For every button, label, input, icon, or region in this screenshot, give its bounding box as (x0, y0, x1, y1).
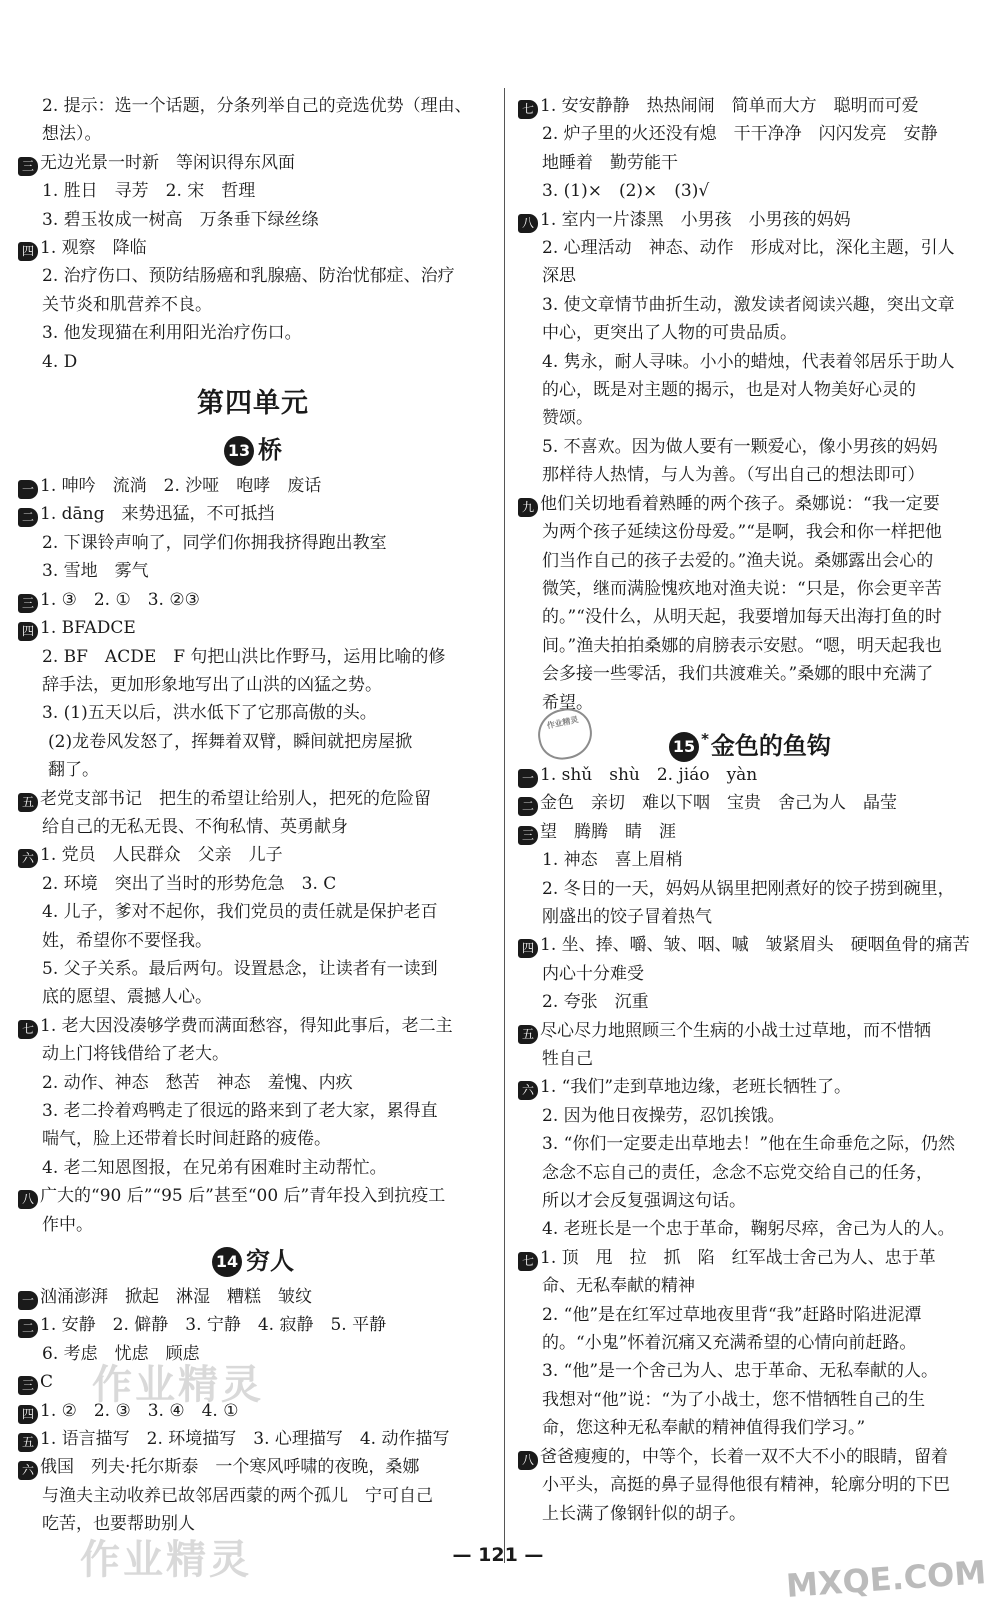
lesson-title (18, 428, 488, 472)
answer-text: 翻了。 (48, 760, 99, 781)
watermark-1: 作业精灵 (92, 1362, 264, 1408)
answer-text: 深思 (542, 266, 576, 287)
answer-text: 1. 顶 甩 拉 抓 陷 红军战士舍己为人、忠于革 (540, 1247, 936, 1268)
answer-text: 中心，更突出了人物的可贵品质。 (542, 323, 797, 344)
unit-title: 第四单元 (197, 388, 309, 420)
answer-text: 1. 坐、捧、嚼、皱、咽、嘁 皱紧眉头 硬咽鱼骨的痛苦 (540, 935, 970, 956)
section-number-badge: 一 (518, 769, 538, 788)
answer-text: 3. (1)× (2)× (3)√ (542, 181, 710, 202)
answer-text: 1. shǔ shù 2. jiáo yàn (540, 764, 758, 785)
answer-text: 2. 治疗伤口、预防结肠癌和乳腺癌、防治忧郁症、治疗 (42, 266, 455, 287)
answer-text: 他们关切地看着熟睡的两个孩子。桑娜说：“我一定要 (540, 493, 940, 514)
answer-line (18, 1283, 488, 1311)
answer-line (18, 1125, 488, 1153)
answer-text: 俄国 列夫·托尔斯泰 一个寒风呼啸的夜晚，桑娜 (40, 1457, 420, 1478)
answer-text: 作中。 (42, 1214, 93, 1235)
answer-text: C (40, 1372, 54, 1393)
section-number-badge: 三 (18, 1376, 38, 1395)
answer-line (18, 756, 488, 784)
answer-text: 1. dāng 来势迅猛，不可抵挡 (40, 504, 275, 525)
answer-line (518, 149, 982, 177)
answer-line (18, 1012, 488, 1040)
answer-line (518, 1244, 982, 1272)
answer-line (18, 234, 488, 262)
answer-text: 的心，既是对主题的揭示，也是对人物美好心灵的 (542, 380, 916, 401)
section-number-badge: 二 (18, 508, 38, 527)
answer-text: 2. 环境 突出了当时的形势危急 3. C (42, 873, 337, 894)
answer-line (18, 1311, 488, 1339)
section-number-badge: 三 (518, 826, 538, 845)
answer-line (518, 1187, 982, 1215)
page-number: — 121 — (452, 1544, 544, 1566)
answer-line (18, 177, 488, 205)
answer-line (518, 262, 982, 290)
answer-text: 辞手法，更加形象地写出了山洪的凶猛之势。 (42, 674, 382, 695)
answer-line (18, 319, 488, 347)
answer-text: 3. 碧玉妆成一树高 万条垂下绿丝绦 (42, 209, 319, 230)
answer-line (18, 1453, 488, 1481)
answer-text: 3. 使文章情节曲折生动，激发读者阅读兴趣，突出文章 (542, 294, 955, 315)
answer-line (18, 955, 488, 983)
answer-text: 1. 室内一片漆黑 小男孩 小男孩的妈妈 (540, 209, 851, 230)
answer-line (518, 404, 982, 432)
answer-text: 2. “他”是在红军过草地夜里背“我”赶路时陷进泥潭 (542, 1304, 922, 1325)
answer-line (18, 1482, 488, 1510)
answer-line (18, 529, 488, 557)
answer-line (18, 206, 488, 234)
answer-line (518, 92, 982, 120)
section-number-badge: 七 (18, 1020, 38, 1039)
answer-text: 1. ③ 2. ① 3. ②③ (40, 589, 200, 610)
answer-text: 动上门将钱借给了老大。 (42, 1044, 229, 1065)
answer-text: 3. (1)五天以后，洪水低下了它那高傲的头。 (42, 703, 377, 724)
answer-line (518, 689, 982, 717)
answer-text: 2. 下课铃声响了，同学们你拥我挤得跑出教室 (42, 532, 387, 553)
section-number-badge: 五 (518, 1025, 538, 1044)
section-number-badge: 四 (518, 939, 538, 958)
answer-text: 4. 隽永，耐人寻味。小小的蜡烛，代表着邻居乐于助人 (542, 351, 955, 372)
answer-text: 们当作自己的孩子去爱的。”渔夫说。桑娜露出会心的 (542, 550, 934, 571)
answer-line (518, 818, 982, 846)
answer-line (518, 433, 982, 461)
answer-text: 1. ② 2. ③ 3. ④ 4. ① (40, 1400, 239, 1421)
answer-text: 尽心尽力地照顾三个生病的小战士过草地，而不惜牺 (540, 1020, 931, 1041)
lesson-name: 穷人 (246, 1247, 294, 1276)
answer-line (18, 1097, 488, 1125)
optional-star-mark: * (701, 729, 709, 748)
answer-line (18, 841, 488, 869)
answer-line (18, 291, 488, 319)
answer-text: 所以才会反复强调这句话。 (542, 1191, 746, 1212)
answer-text: 希望。 (542, 692, 593, 713)
answer-line (18, 785, 488, 813)
answer-line (518, 1500, 982, 1528)
lesson-number-badge: 14 (212, 1247, 242, 1277)
answer-line (518, 1130, 982, 1158)
answer-text: 4. D (42, 351, 78, 372)
answer-text: 老党支部书记 把生的希望让给别人，把死的危险留 (40, 788, 431, 809)
answer-text: 小平头，高挺的鼻子显得他很有精神，轮廓分明的下巴 (542, 1475, 950, 1496)
answer-text: 2. 夸张 沉重 (542, 992, 649, 1013)
answer-line (18, 1040, 488, 1068)
section-number-badge: 九 (518, 498, 538, 517)
lesson-name: 金色的鱼钩 (710, 731, 831, 760)
stamp-seal: 作业精灵 (533, 704, 596, 764)
answer-text: 会多接一些零活，我们共渡难关。”桑娜的眼中充满了 (542, 664, 934, 685)
answer-line (518, 1329, 982, 1357)
section-number-badge: 二 (18, 1319, 38, 1338)
answer-text: 命、无私奉献的精神 (542, 1276, 695, 1297)
section-number-badge: 六 (518, 1081, 538, 1100)
answer-line (518, 1017, 982, 1045)
answer-text: 2. 炉子里的火还没有熄 干干净净 闪闪发亮 安静 (542, 124, 938, 145)
section-number-badge: 六 (18, 1461, 38, 1480)
answer-line (18, 149, 488, 177)
answer-line (18, 1211, 488, 1239)
answer-text: 1. 安安静静 热热闹闹 简单而大方 聪明而可爱 (540, 96, 919, 116)
answer-text: 与渔夫主动收养已故邻居西蒙的两个孤儿 宁可自己 (42, 1485, 433, 1506)
answer-text: 2. 心理活动 神态、动作 形成对比，深化主题，引人 (542, 238, 955, 259)
answer-line (18, 120, 488, 148)
answer-text: 5. 不喜欢。因为做人要有一颗爱心，像小男孩的妈妈 (542, 436, 938, 457)
answer-line (518, 632, 982, 660)
answer-text: 那样待人热情，与人为善。（写出自己的想法即可） (542, 465, 925, 486)
answer-text: (2)龙卷风发怒了，挥舞着双臂，瞬间就把房屋掀 (48, 731, 413, 752)
answer-line (18, 671, 488, 699)
answer-text: 6. 考虑 忧虑 顾虑 (42, 1343, 200, 1364)
answer-line (18, 472, 488, 500)
answer-text: 2. 动作、神态 愁苦 神态 羞愧、内疚 (42, 1072, 353, 1093)
section-number-badge: 八 (18, 1190, 38, 1209)
answer-line (518, 1215, 982, 1243)
answer-line (18, 557, 488, 585)
lesson-name: 桥 (258, 436, 282, 465)
lesson-number-badge: 15 (669, 732, 699, 762)
section-number-badge: 七 (518, 1252, 538, 1271)
answer-text: 喘气，脸上还带着长时间赶路的疲倦。 (42, 1129, 331, 1150)
answer-text: 4. 儿子，爹对不起你，我们党员的责任就是保护老百 (42, 902, 438, 923)
answer-line (18, 1069, 488, 1097)
answer-text: 间。”渔夫拍拍桑娜的肩膀表示安慰。“嗯，明天起我也 (542, 635, 942, 656)
answer-line (518, 575, 982, 603)
answer-line (518, 660, 982, 688)
answer-text: 1. 党员 人民群众 父亲 儿子 (40, 845, 283, 866)
section-number-badge: 六 (18, 849, 38, 868)
answer-text: 4. 老二知恩图报，在兄弟有困难时主动帮忙。 (42, 1157, 387, 1178)
left-column (18, 92, 488, 1539)
answer-line (518, 461, 982, 489)
answer-line (518, 1471, 982, 1499)
answer-line (18, 898, 488, 926)
answer-line (518, 490, 982, 518)
section-number-badge: 三 (18, 594, 38, 613)
answer-line (518, 120, 982, 148)
answer-line (518, 177, 982, 205)
answer-line (18, 728, 488, 756)
answer-text: 2. BF ACDE F 句把山洪比作野马，运用比喻的修 (42, 646, 446, 667)
answer-text: 3. “他”是一个舍己为人、忠于革命、无私奉献的人。 (542, 1361, 939, 1382)
answer-line (518, 1073, 982, 1101)
answer-line (518, 1272, 982, 1300)
answer-text: 爸爸瘦瘦的，中等个，长着一双不大不小的眼睛，留着 (540, 1446, 948, 1467)
answer-line (518, 376, 982, 404)
answer-line (18, 586, 488, 614)
answer-text: 吃苦，也要帮助别人 (42, 1514, 195, 1535)
answer-text: 给自己的无私无畏、不徇私情、英勇献身 (42, 816, 348, 837)
answer-text: 1. 神态 喜上眉梢 (542, 850, 683, 871)
section-number-badge: 八 (518, 214, 538, 233)
section-number-badge: 四 (18, 1405, 38, 1424)
answer-line (518, 1102, 982, 1130)
answer-text: 想法）。 (42, 124, 102, 145)
answer-text: 金色 亲切 难以下咽 宝贵 舍己为人 晶莹 (540, 793, 897, 814)
answer-line (518, 1045, 982, 1073)
answer-text: 的。“小鬼”怀着沉痛又充满希望的心情向前赶路。 (542, 1333, 917, 1354)
answer-line (18, 1425, 488, 1453)
answer-text: 微笑，继而满脸愧疚地对渔夫说：“只是，你会更辛苦 (542, 578, 942, 599)
answer-line (18, 262, 488, 290)
answer-text: 底的愿望、震撼人心。 (42, 987, 212, 1008)
section-number-badge: 七 (518, 100, 538, 119)
answer-text: 汹涌澎湃 掀起 淋湿 糟糕 皱纹 (40, 1287, 312, 1308)
answer-text: 念念不忘自己的责任，念念不忘党交给自己的任务， (542, 1162, 933, 1183)
answer-line (518, 1443, 982, 1471)
answer-text: 1. 胜日 寻芳 2. 宋 哲理 (42, 181, 256, 202)
answer-line (518, 547, 982, 575)
answer-line (18, 813, 488, 841)
answer-text: 广大的“90 后”“95 后”甚至“00 后”青年投入到抗疫工 (40, 1186, 446, 1207)
answer-line (518, 1414, 982, 1442)
answer-text: 2. 提示：选一个话题，分条列举自己的竞选优势（理由、 (42, 96, 472, 116)
answer-line (518, 1159, 982, 1187)
lesson-number-badge: 13 (224, 436, 254, 466)
section-number-badge: 一 (18, 480, 38, 499)
answer-line (518, 1357, 982, 1385)
answer-text: 3. 雪地 雾气 (42, 561, 149, 582)
answer-text: 3. “你们一定要走出草地去！”他在生命垂危之际，仍然 (542, 1134, 956, 1155)
answer-text: 1. “我们”走到草地边缘，老班长牺牲了。 (540, 1077, 852, 1098)
answer-line (518, 789, 982, 817)
section-number-badge: 二 (518, 797, 538, 816)
answer-text: 为两个孩子延续这份母爱。”“是啊，我会和你一样把他 (542, 522, 942, 543)
answer-line (518, 319, 982, 347)
answer-text: 1. 语言描写 2. 环境描写 3. 心理描写 4. 动作描写 (40, 1429, 450, 1450)
answer-line (518, 291, 982, 319)
answer-text: 赞颂。 (542, 408, 593, 429)
section-number-badge: 四 (18, 622, 38, 641)
answer-line (518, 875, 982, 903)
answer-line (18, 1154, 488, 1182)
answer-line (518, 234, 982, 262)
answer-line (518, 761, 982, 789)
answer-line (518, 846, 982, 874)
answer-text: 刚盛出的饺子冒着热气 (542, 906, 712, 927)
answer-text: 无边光景一时新 等闲识得东风面 (40, 152, 295, 173)
section-number-badge: 一 (18, 1291, 38, 1310)
answer-line (18, 927, 488, 955)
answer-text: 1. 观察 降临 (40, 238, 147, 259)
answer-line (518, 931, 982, 959)
answer-text: 3. 他发现猫在利用阳光治疗伤口。 (42, 323, 302, 344)
answer-line (518, 988, 982, 1016)
watermark-2: 作业精灵 (80, 1537, 252, 1583)
answer-text: 1. 安静 2. 僻静 3. 宁静 4. 寂静 5. 平静 (40, 1315, 387, 1336)
answer-text: 4. 老班长是一个忠于革命，鞠躬尽瘁，舍己为人的人。 (542, 1219, 955, 1240)
answer-text: 关节炎和肌营养不良。 (42, 294, 212, 315)
right-column (518, 92, 982, 1528)
section-number-badge: 四 (18, 242, 38, 261)
answer-line (518, 1301, 982, 1329)
answer-text: 1. 老大因没凑够学费而满面愁容，得知此事后，老二主 (40, 1015, 453, 1036)
answer-text: 1. BFADCE (40, 618, 136, 639)
section-number-badge: 五 (18, 1433, 38, 1452)
answer-line (18, 699, 488, 727)
answer-line (18, 643, 488, 671)
answer-line (18, 983, 488, 1011)
answer-line (518, 603, 982, 631)
answer-text: 牲自己 (542, 1049, 593, 1069)
answer-line (18, 500, 488, 528)
answer-line (518, 518, 982, 546)
answer-text: 望 腾腾 睛 涯 (540, 821, 676, 842)
lesson-title (518, 714, 982, 761)
answer-text: 上长满了像钢针似的胡子。 (542, 1503, 746, 1524)
answer-line (518, 206, 982, 234)
answer-line (518, 348, 982, 376)
corner-watermark: MXQE.COM (784, 1553, 988, 1605)
section-number-badge: 八 (518, 1451, 538, 1470)
column-divider (504, 88, 505, 1563)
answer-text: 3. 老二拎着鸡鸭走了很远的路来到了老大家，累得直 (42, 1101, 438, 1121)
section-number-badge: 三 (18, 157, 38, 176)
answer-text: 我想对“他”说：“为了小战士，您不惜牺牲自己的生 (542, 1389, 926, 1410)
answer-line (518, 903, 982, 931)
answer-line (18, 870, 488, 898)
answer-text: 命，您这种无私奉献的精神值得我们学习。” (542, 1418, 866, 1439)
answer-line (18, 614, 488, 642)
answer-text: 2. 冬日的一天，妈妈从锅里把刚煮好的饺子捞到碗里， (542, 878, 955, 899)
answer-line (18, 348, 488, 376)
answer-text: 地睡着 勤劳能干 (542, 152, 678, 173)
answer-line (18, 92, 488, 120)
answer-line (518, 960, 982, 988)
answer-text: 5. 父子关系。最后两句。设置悬念，让读者有一读到 (42, 958, 438, 979)
section-number-badge: 五 (18, 793, 38, 812)
answer-text: 内心十分难受 (542, 963, 644, 984)
answer-line (18, 1182, 488, 1210)
answer-line (518, 1386, 982, 1414)
answer-text: 姓，希望你不要怪我。 (42, 930, 212, 951)
answer-text: 1. 呻吟 流淌 2. 沙哑 咆哮 废话 (40, 476, 322, 497)
lesson-title (18, 1239, 488, 1283)
answer-text: 的。”“没什么，从明天起，我要增加每天出海打鱼的时 (542, 607, 942, 628)
answer-text: 2. 因为他日夜操劳，忍饥挨饿。 (542, 1105, 785, 1126)
